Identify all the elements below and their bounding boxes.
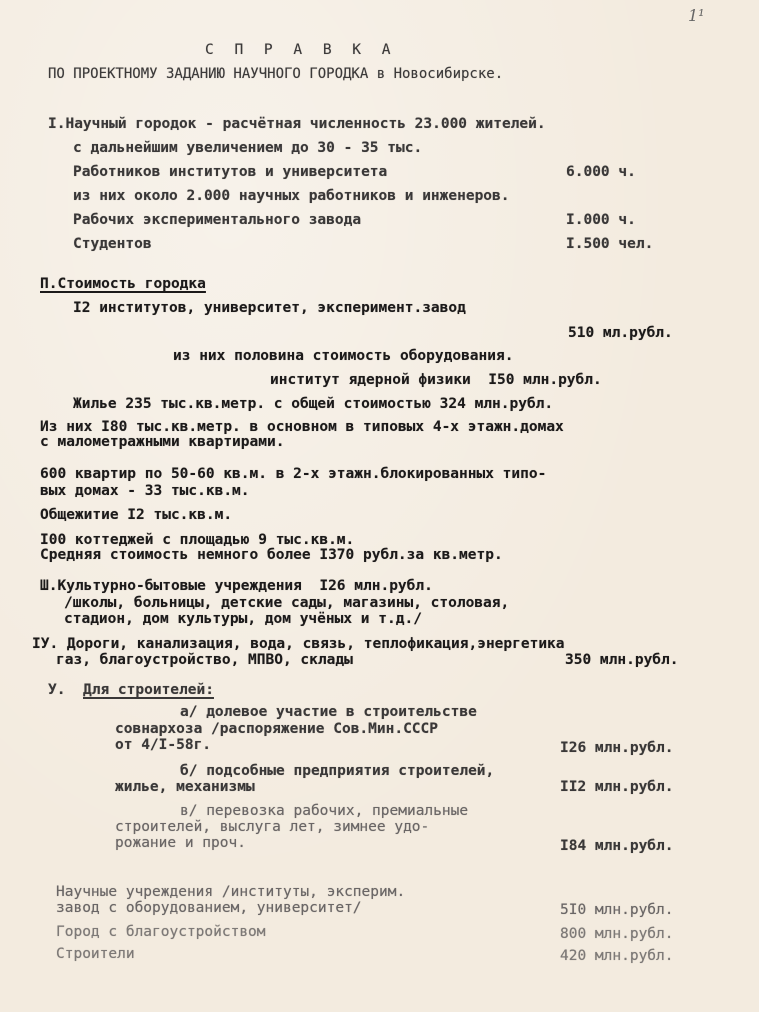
summary-row-2: Город с благоустройством <box>56 924 266 940</box>
document-subtitle: ПО ПРОЕКТНОМУ ЗАДАНИЮ НАУЧНОГО ГОРОДКА в Новосибирске. <box>48 66 504 82</box>
s2-heading: П.Стоимость городка <box>40 276 206 292</box>
s2-line-6: Из них I80 тыс.кв.метр. в основном в типовых 4-х этажн.домах <box>40 419 564 435</box>
s1-line-6-value: I.500 чел. <box>566 236 654 252</box>
s2-line-10: Общежитие I2 тыс.кв.м. <box>40 507 233 523</box>
summary-row-1-a: Научные учреждения /институты, эксперим. <box>56 884 406 900</box>
s5-c-line-3: рожание и проч. <box>115 835 246 851</box>
s4-line-1: IУ. Дороги, канализация, вода, связь, теплофикация,энергетика <box>32 636 565 652</box>
s5-heading: Для строителей: <box>83 682 214 698</box>
summary-row-1-value: 5I0 млн.рубл. <box>560 902 674 918</box>
s2-line-12: Средняя стоимость немного более I370 рубл.за кв.метр. <box>40 547 503 563</box>
summary-row-3: Строители <box>56 946 135 962</box>
s5-a-line-3: от 4/I-58г. <box>115 737 212 753</box>
s5-heading-prefix: У. <box>48 682 75 698</box>
s1-line-3-label: Работников институтов и университета <box>73 164 388 180</box>
s5-b-line-1: б/ подсобные предприятия строителей, <box>180 763 495 779</box>
s1-line-4: из них около 2.000 научных работников и инженеров. <box>73 188 510 204</box>
s5-a-line-1: а/ долевое участие в строительстве <box>180 704 477 720</box>
s4-line-2: газ, благоустройство, МПВО, склады <box>56 652 353 668</box>
s1-line-3-value: 6.000 ч. <box>566 164 636 180</box>
s5-b-value: II2 млн.рубл. <box>560 779 674 795</box>
summary-row-1-b: завод с оборудованием, университет/ <box>56 900 362 916</box>
s3-line-2: /школы, больницы, детские сады, магазины, столовая, <box>64 595 510 611</box>
s1-line-6-label: Студентов <box>73 236 152 252</box>
s1-line-5-label: Рабочих экспериментального завода <box>73 212 362 228</box>
page-number: 1¹ <box>688 6 705 25</box>
s3-line-1: Ш.Культурно-бытовые учреждения I26 млн.рубл. <box>40 578 433 594</box>
s2-line-7: с малометражными квартирами. <box>40 434 285 450</box>
s5-c-value: I84 млн.рубл. <box>560 838 674 854</box>
s3-line-3: стадион, дом культуры, дом учёных и т.д./ <box>64 611 422 627</box>
s4-line-2-value: 350 млн.рубл. <box>565 652 679 668</box>
summary-row-3-value: 420 млн.рубл. <box>560 948 674 964</box>
summary-row-2-value: 800 млн.рубл. <box>560 926 674 942</box>
s2-line-3: из них половина стоимость оборудования. <box>173 348 514 364</box>
s5-a-line-2: совнархоза /распоряжение Сов.Мин.СССР <box>115 721 439 737</box>
s2-line-8: 600 квартир по 50-60 кв.м. в 2-х этажн.блокированных типо- <box>40 466 547 482</box>
s1-line-2: с дальнейшим увеличением до 30 - 35 тыс. <box>73 140 423 156</box>
s1-line-5-value: I.000 ч. <box>566 212 636 228</box>
s2-line-1: I2 институтов, университет, эксперимент.завод <box>73 300 466 316</box>
s2-line-4: институт ядерной физики I50 млн.рубл. <box>270 372 602 388</box>
document-title: С П Р А В К А <box>205 42 397 58</box>
s2-line-2: 510 мл.рубл. <box>568 325 673 341</box>
s2-line-11: I00 коттеджей с площадью 9 тыс.кв.м. <box>40 532 355 548</box>
s5-c-line-2: строителей, выслуга лет, зимнее удо- <box>115 819 430 835</box>
s5-b-line-2: жилье, механизмы <box>115 779 255 795</box>
s2-line-5: Жилье 235 тыс.кв.метр. с общей стоимостью 324 млн.рубл. <box>73 396 554 412</box>
s5-a-value: I26 млн.рубл. <box>560 740 674 756</box>
s2-line-9: вых домах - 33 тыс.кв.м. <box>40 483 250 499</box>
s5-c-line-1: в/ перевозка рабочих, премиальные <box>180 803 469 819</box>
s1-line-1: I.Научный городок - расчётная численность 23.000 жителей. <box>48 116 546 132</box>
